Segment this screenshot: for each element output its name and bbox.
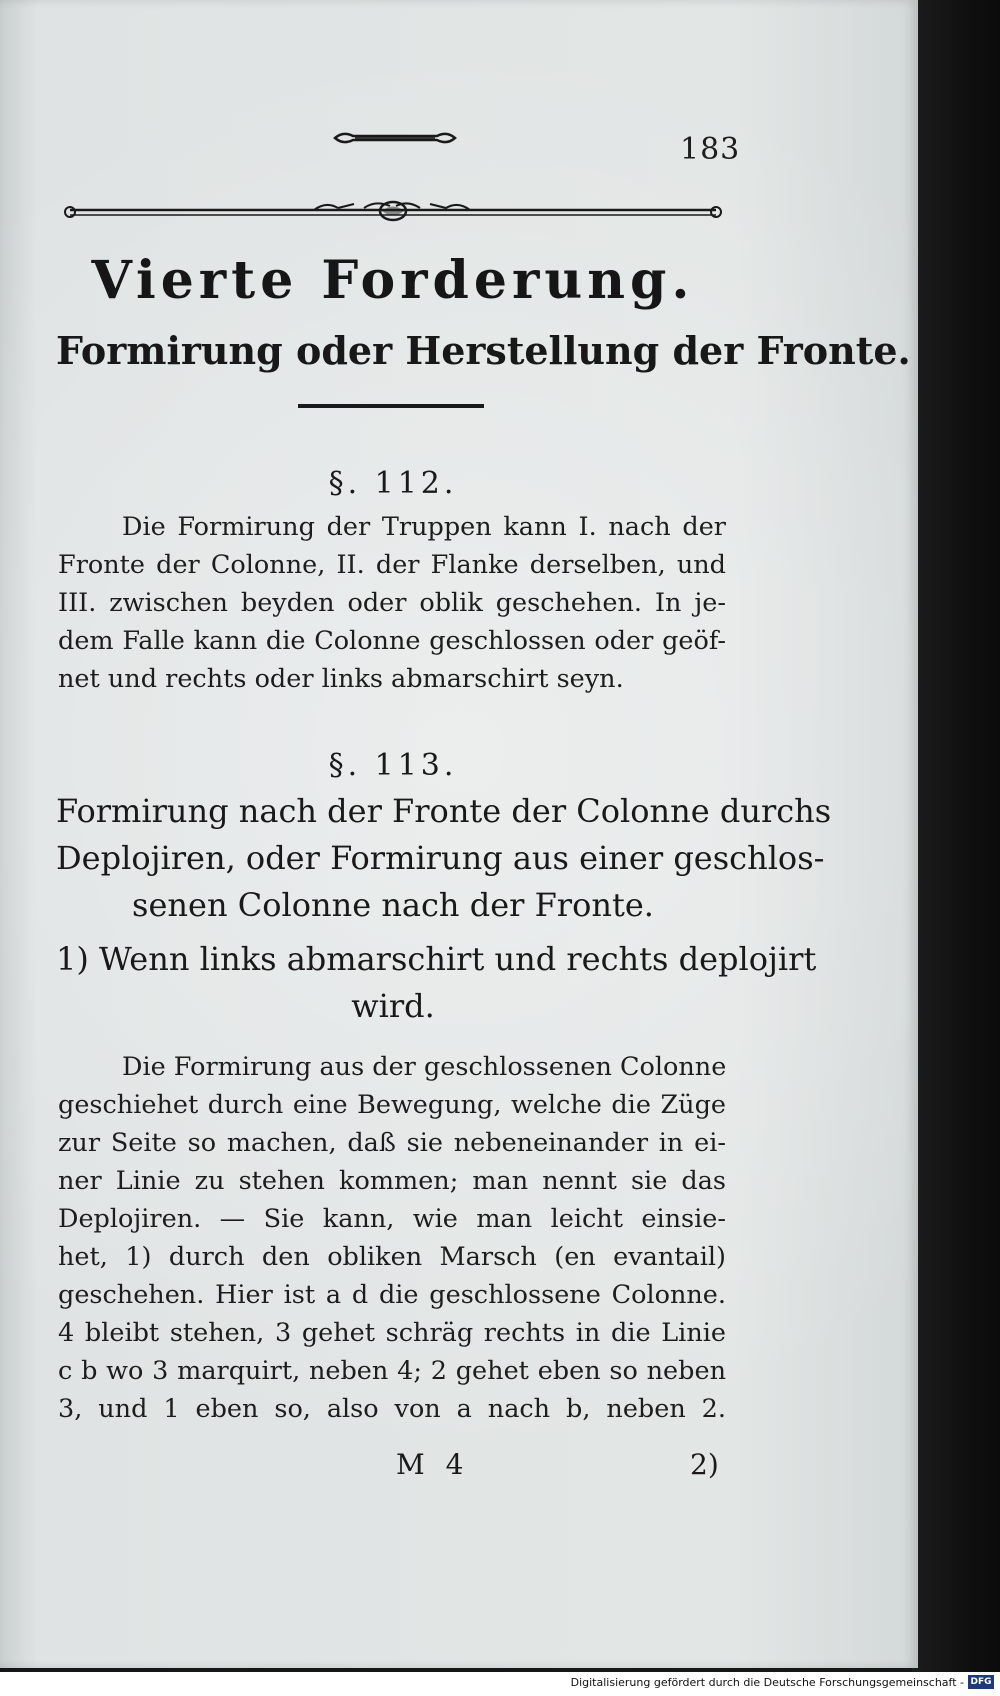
text-line: 4 bleibt stehen, 3 gehet schräg rechts in die Linie [58,1318,726,1348]
heading-line: wird. [351,987,435,1025]
signature-mark: M 4 [396,1448,470,1481]
text-line: dem Falle kann die Colonne geschlossen oder geöf- [58,626,726,656]
section-113-label: §. 113. [328,748,458,783]
section-112-label: §. 112. [328,466,458,501]
chapter-subtitle: Formirung oder Herstellung der Fronte. [56,328,911,373]
section-113-subheading [56,936,817,1030]
page-number: 183 [680,132,741,167]
dfg-logo-icon: DFG [968,1675,994,1689]
text-line: III. zwischen beyden oder oblik geschehen. In je- [58,588,726,618]
section-113-paragraph [58,1048,726,1428]
text-line: ner Linie zu stehen kommen; man nennt sie das [58,1166,726,1196]
heading-line: Deplojiren, oder Formirung aus einer geschlos- [56,839,825,877]
title-divider [298,404,484,408]
heading-line: 1) Wenn links abmarschirt und rechts deplojirt [56,940,817,978]
catchword: 2) [690,1448,719,1481]
header-ornament-icon [333,130,457,146]
text-line: Die Formirung der Truppen kann I. nach der [122,512,726,542]
text-line: 3, und 1 eben so, also von a nach b, neben 2. [58,1394,726,1424]
funding-notice: Digitalisierung gefördert durch die Deutsche Forschungsgemeinschaft - [570,1676,964,1689]
heading-line: senen Colonne nach der Fronte. [132,886,654,924]
text-line: geschiehet durch eine Bewegung, welche die Züge [58,1090,726,1120]
text-line: het, 1) durch den obliken Marsch (en evantail) [58,1242,726,1272]
text-line: Deplojiren. — Sie kann, wie man leicht einsie- [58,1204,726,1234]
text-line: Die Formirung aus der geschlossenen Colonne [122,1052,727,1082]
text-line: Fronte der Colonne, II. der Flanke derselben, und [58,550,726,580]
text-line: c b wo 3 marquirt, neben 4; 2 gehet eben so neben [58,1356,726,1386]
decorative-rule-icon [64,198,722,224]
book-binding [912,0,1000,1672]
section-112-paragraph [58,508,726,698]
text-line: net und rechts oder links abmarschirt seyn. [58,664,624,694]
text-line: geschehen. Hier ist a d die geschlossene Colonne. [58,1280,726,1310]
chapter-title: Vierte Forderung. [91,250,695,311]
section-113-heading [56,788,832,929]
heading-line: Formirung nach der Fronte der Colonne durchs [56,792,832,830]
text-line: zur Seite so machen, daß sie nebeneinander in ei- [58,1128,726,1158]
